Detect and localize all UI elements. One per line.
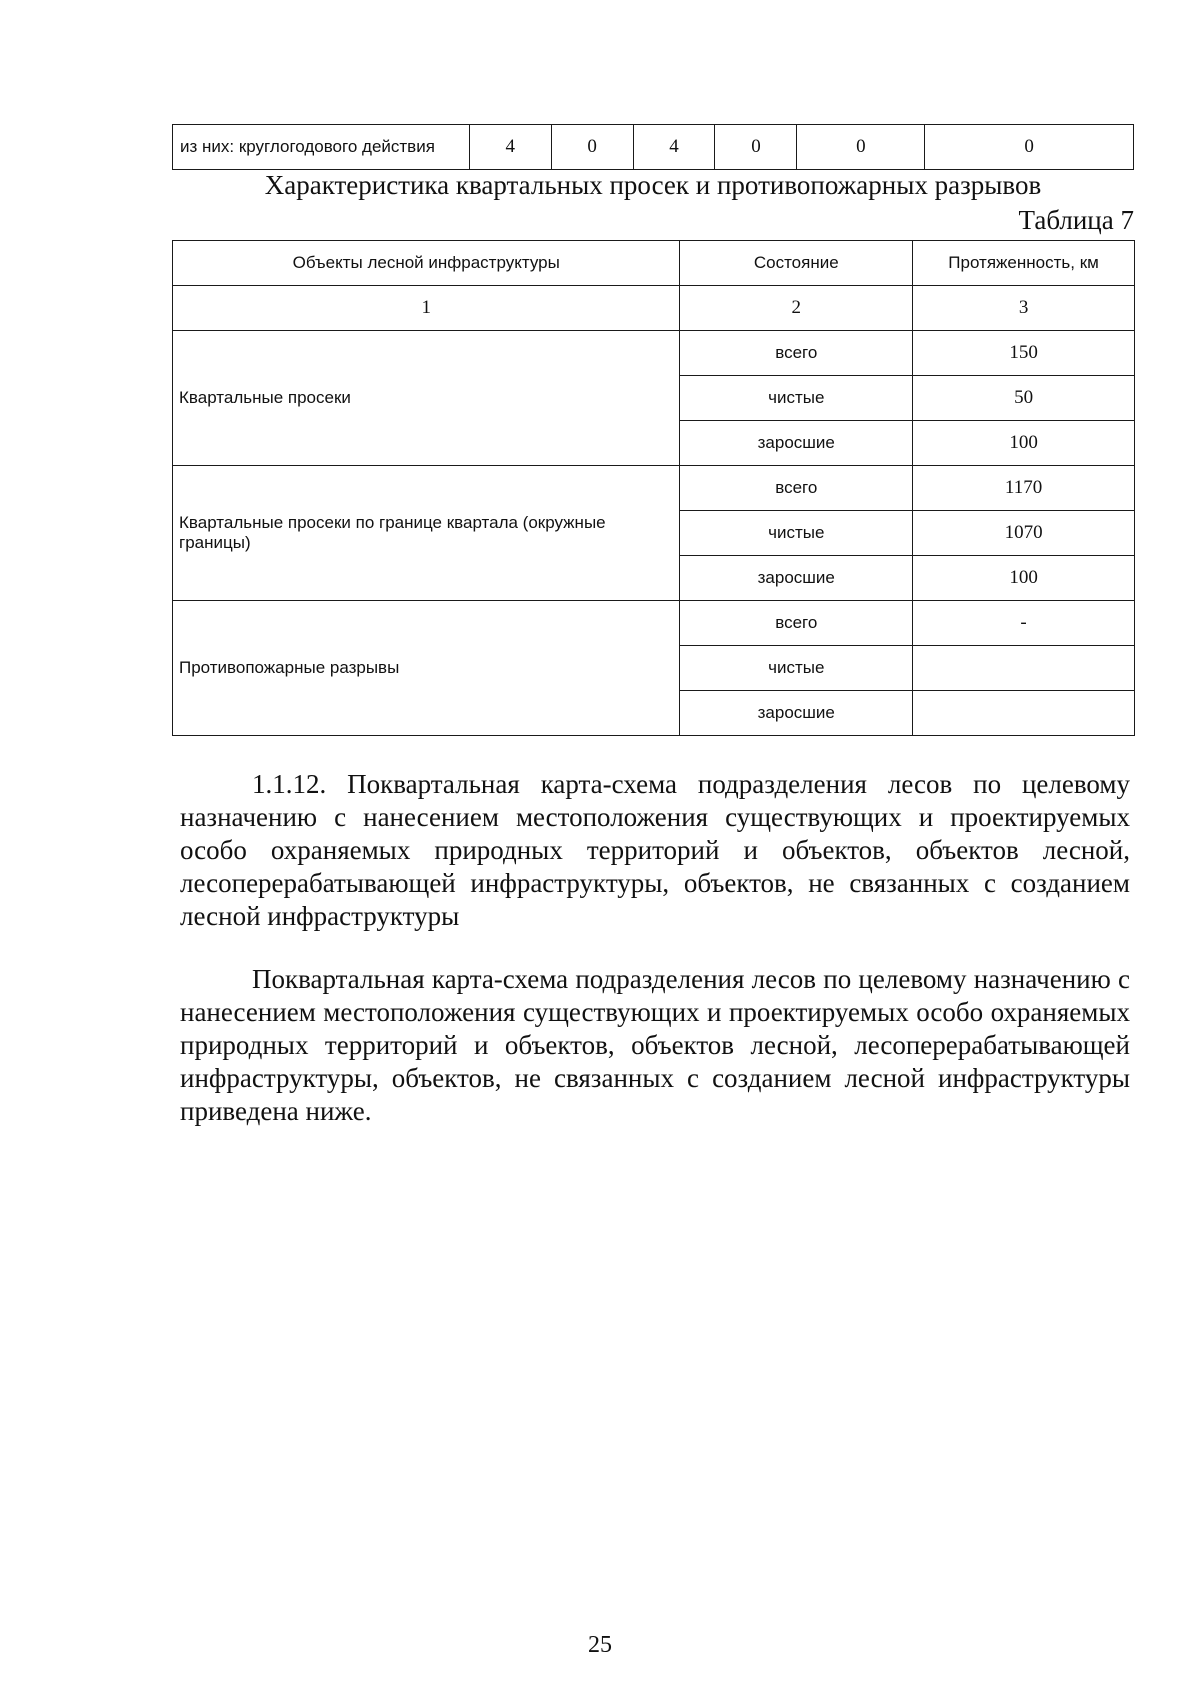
column-number: 3: [913, 286, 1135, 331]
table-row: [173, 331, 1135, 376]
length-cell: -: [913, 601, 1135, 646]
column-header: Состояние: [680, 241, 913, 286]
table-cell: 0: [925, 125, 1134, 170]
state-cell: заросшие: [680, 556, 913, 601]
length-cell: 1170: [913, 466, 1135, 511]
previous-table-fragment: [172, 124, 1134, 170]
column-number-row: [173, 286, 1135, 331]
table-cell: 4: [633, 125, 715, 170]
object-name: Квартальные просеки: [173, 331, 680, 466]
length-cell: 150: [913, 331, 1135, 376]
table-cell: 0: [797, 125, 925, 170]
length-cell: 50: [913, 376, 1135, 421]
column-number: 1: [173, 286, 680, 331]
section-heading-paragraph: 1.1.12. Поквартальная карта-схема подразделения лесов по целевому назначению с нанесением местоположения существующих и проектируемых особо охраняемых природных территорий и объектов, объектов лесной, лесоперерабатывающей инфраструктуры, объектов, не связанных с созданием лесной инфраструктуры: [180, 769, 1130, 931]
table-cell: 0: [715, 125, 797, 170]
length-cell: 100: [913, 556, 1135, 601]
state-cell: заросшие: [680, 421, 913, 466]
state-cell: всего: [680, 466, 913, 511]
object-name: Противопожарные разрывы: [173, 601, 680, 736]
page-number: 25: [588, 1632, 612, 1658]
state-cell: чистые: [680, 646, 913, 691]
state-cell: всего: [680, 601, 913, 646]
body-paragraph: Поквартальная карта-схема подразделения лесов по целевому назначению с нанесением местоположения существующих и проектируемых особо охраняемых природных территорий и объектов, объектов лесной, лесоперерабатывающей инфраструктуры, объектов, не связанных с созданием лесной инфраструктуры приведена ниже.: [180, 964, 1130, 1126]
table-header-row: [173, 241, 1135, 286]
row-label: из них: круглогодового действия: [173, 125, 470, 170]
state-cell: чистые: [680, 376, 913, 421]
table-cell: 0: [551, 125, 633, 170]
state-cell: чистые: [680, 511, 913, 556]
state-cell: заросшие: [680, 691, 913, 736]
table-cell: 4: [469, 125, 551, 170]
state-cell: всего: [680, 331, 913, 376]
table-row: [173, 466, 1135, 511]
infrastructure-table: [172, 240, 1135, 736]
object-name: Квартальные просеки по границе квартала (окружные границы): [173, 466, 680, 601]
section-title: Характеристика квартальных просек и противопожарных разрывов: [264, 170, 1042, 200]
table-number: Таблица 7: [1018, 205, 1134, 235]
column-header: Протяженность, км: [913, 241, 1135, 286]
table-row: [173, 125, 1134, 170]
table-row: [173, 601, 1135, 646]
column-header: Объекты лесной инфраструктуры: [173, 241, 680, 286]
column-number: 2: [680, 286, 913, 331]
length-cell: [913, 691, 1135, 736]
length-cell: 1070: [913, 511, 1135, 556]
length-cell: [913, 646, 1135, 691]
length-cell: 100: [913, 421, 1135, 466]
